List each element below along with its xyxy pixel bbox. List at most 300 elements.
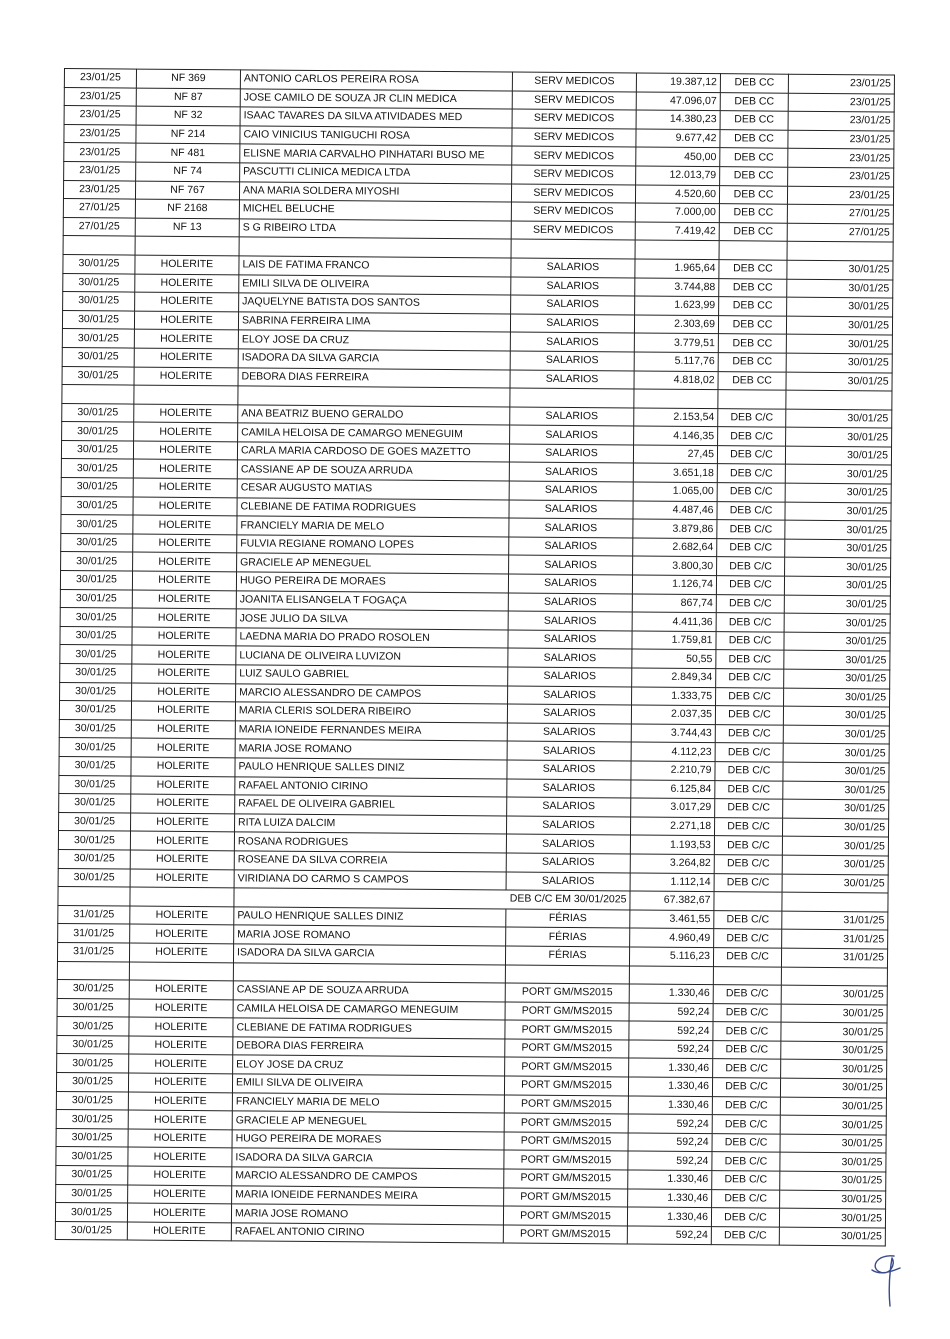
payment-type-cell: DEB C/C (716, 594, 784, 613)
date-cell: 30/01/25 (62, 422, 134, 441)
payee-cell: CAMILA HELOISA DE CAMARGO MENEGUIM (233, 1000, 505, 1021)
document-cell: HOLERITE (135, 255, 239, 274)
payment-type-cell: DEB C/C (718, 427, 786, 446)
date-cell: 30/01/25 (55, 1221, 127, 1240)
payee-cell: CAIO VINICIUS TANIGUCHI ROSA (240, 126, 512, 147)
payment-date-cell: 31/01/25 (782, 911, 888, 930)
date-cell: 23/01/25 (64, 69, 136, 88)
amount-cell: 1.112,14 (630, 873, 714, 892)
category-cell: SALARIOS (508, 648, 632, 668)
amount-cell: 592,24 (629, 1003, 713, 1022)
date-cell: 30/01/25 (60, 608, 132, 627)
amount-cell: 1.330,46 (628, 1189, 712, 1208)
category-cell: SALARIOS (509, 500, 633, 520)
amount-cell: 4.411,36 (632, 612, 716, 631)
payee-cell: ANTONIO CARLOS PEREIRA ROSA (240, 70, 512, 91)
payment-date-cell: 30/01/25 (786, 372, 892, 391)
category-cell: SALARIOS (506, 816, 630, 836)
amount-cell: 7.000,00 (635, 203, 719, 222)
payment-date-cell: 27/01/25 (787, 204, 893, 223)
payment-date-cell: 30/01/25 (781, 1004, 887, 1023)
document-cell: HOLERITE (128, 1185, 232, 1204)
category-cell: PORT GM/MS2015 (503, 1225, 627, 1245)
amount-cell: 1.330,46 (628, 1077, 712, 1096)
empty-cell (781, 967, 887, 986)
amount-cell: 7.419,42 (635, 222, 719, 241)
payment-date-cell: 30/01/25 (781, 1041, 887, 1060)
payment-type-cell: DEB C/C (713, 1059, 781, 1078)
payment-date-cell: 30/01/25 (779, 1227, 885, 1246)
date-cell: 31/01/25 (58, 924, 130, 943)
category-cell: PORT GM/MS2015 (505, 1002, 629, 1022)
payment-date-cell: 30/01/25 (783, 762, 889, 781)
date-cell: 30/01/25 (61, 459, 133, 478)
date-cell: 30/01/25 (56, 1184, 128, 1203)
amount-cell: 3.800,30 (633, 556, 717, 575)
payment-type-cell: DEB C/C (717, 520, 785, 539)
payment-date-cell: 27/01/25 (787, 223, 893, 242)
document-cell: HOLERITE (131, 794, 235, 813)
payment-date-cell: 30/01/25 (784, 651, 890, 670)
category-cell: SALARIOS (509, 444, 633, 464)
payee-cell: JOSE JULIO DA SILVA (236, 609, 508, 630)
payment-type-cell: DEB C/C (712, 1115, 780, 1134)
payee-cell: ANA MARIA SOLDERA MIYOSHI (239, 181, 511, 202)
payment-type-cell: DEB CC (719, 185, 787, 204)
date-cell: 30/01/25 (58, 831, 130, 850)
amount-cell: 867,74 (632, 594, 716, 613)
amount-cell: 592,24 (628, 1133, 712, 1152)
category-cell: PORT GM/MS2015 (504, 1132, 628, 1152)
category-cell: SALARIOS (509, 518, 633, 538)
date-cell: 23/01/25 (64, 106, 136, 125)
payment-type-cell: DEB C/C (713, 1003, 781, 1022)
empty-cell (786, 390, 892, 409)
payee-cell: CASSIANE AP DE SOUZA ARRUDA (233, 981, 505, 1002)
amount-cell: 4.960,49 (630, 928, 714, 947)
document-cell: HOLERITE (134, 367, 238, 386)
payee-cell: RAFAEL ANTONIO CIRINO (235, 776, 507, 797)
payee-cell: MARCIO ALESSANDRO DE CAMPOS (236, 683, 508, 704)
date-cell: 23/01/25 (64, 124, 136, 143)
amount-cell: 3.744,88 (635, 278, 719, 297)
payment-date-cell: 30/01/25 (780, 1097, 886, 1116)
payee-cell: LUIZ SAULO GABRIEL (236, 665, 508, 686)
date-cell: 23/01/25 (64, 143, 136, 162)
payment-type-cell: DEB C/C (716, 576, 784, 595)
payment-date-cell: 30/01/25 (784, 595, 890, 614)
category-cell: SALARIOS (511, 277, 635, 297)
date-cell: 30/01/25 (57, 1054, 129, 1073)
category-cell: SALARIOS (507, 741, 631, 761)
empty-cell (635, 240, 719, 259)
document-cell: HOLERITE (131, 813, 235, 832)
payee-cell: MICHEL BELUCHE (239, 200, 511, 221)
payee-cell: RAFAEL ANTONIO CIRINO (231, 1223, 503, 1244)
amount-cell: 6.125,84 (631, 780, 715, 799)
amount-cell: 5.117,76 (634, 352, 718, 371)
payment-date-cell: 30/01/25 (785, 558, 891, 577)
payment-type-cell: DEB C/C (715, 799, 783, 818)
payee-cell: CASSIANE AP DE SOUZA ARRUDA (237, 460, 509, 481)
category-cell: PORT GM/MS2015 (505, 1020, 629, 1040)
amount-cell: 14.380,23 (636, 110, 720, 129)
payment-date-cell: 30/01/25 (783, 725, 889, 744)
date-cell: 30/01/25 (60, 589, 132, 608)
payment-date-cell: 30/01/25 (785, 446, 891, 465)
document-cell: HOLERITE (128, 1147, 232, 1166)
amount-cell: 5.116,23 (629, 947, 713, 966)
empty-cell (511, 239, 635, 259)
empty-cell (233, 962, 505, 983)
category-cell: PORT GM/MS2015 (505, 983, 629, 1003)
empty-cell (629, 965, 713, 984)
payee-cell: CAMILA HELOISA DE CAMARGO MENEGUIM (238, 423, 510, 444)
amount-cell: 1.330,46 (628, 1170, 712, 1189)
date-cell: 30/01/25 (57, 1035, 129, 1054)
category-cell: PORT GM/MS2015 (504, 1188, 628, 1208)
category-cell: SALARIOS (508, 630, 632, 650)
document-cell: HOLERITE (134, 404, 238, 423)
empty-cell (505, 964, 629, 984)
category-cell: SALARIOS (508, 667, 632, 687)
document-cell: NF 767 (135, 181, 239, 200)
payment-type-cell: DEB C/C (715, 706, 783, 725)
payee-cell: LAIS DE FATIMA FRANCO (239, 256, 511, 277)
amount-cell: 2.210,79 (631, 761, 715, 780)
payment-date-cell: 30/01/25 (786, 427, 892, 446)
date-cell: 23/01/25 (64, 87, 136, 106)
category-cell: SALARIOS (511, 258, 635, 278)
amount-cell: 9.677,42 (636, 129, 720, 148)
category-cell: SERV MEDICOS (512, 128, 636, 148)
payment-type-cell: DEB CC (720, 92, 788, 111)
payee-cell: LAEDNA MARIA DO PRADO ROSOLEN (236, 628, 508, 649)
amount-cell: 3.264,82 (630, 854, 714, 873)
amount-cell: 1.126,74 (632, 575, 716, 594)
payee-cell: DEBORA DIAS FERREIRA (238, 367, 510, 388)
payee-cell: MARIA IONEIDE FERNANDES MEIRA (232, 1185, 504, 1206)
amount-cell: 450,00 (636, 147, 720, 166)
payment-date-cell: 30/01/25 (779, 1208, 885, 1227)
amount-cell: 3.461,55 (630, 910, 714, 929)
document-cell: HOLERITE (128, 1129, 232, 1148)
date-cell: 30/01/25 (59, 719, 131, 738)
payment-type-cell: DEB C/C (711, 1226, 779, 1245)
document-cell: HOLERITE (133, 460, 237, 479)
date-cell: 30/01/25 (58, 849, 130, 868)
empty-cell (782, 892, 888, 911)
amount-cell: 1.759,81 (632, 631, 716, 650)
document-cell: HOLERITE (132, 627, 236, 646)
date-cell: 30/01/25 (56, 1110, 128, 1129)
amount-cell: 2.682,64 (633, 538, 717, 557)
payee-cell: S G RIBEIRO LTDA (239, 219, 511, 240)
payment-type-cell: DEB C/C (716, 650, 784, 669)
category-cell: SERV MEDICOS (511, 221, 635, 241)
payee-cell: ROSEANE DA SILVA CORREIA (234, 851, 506, 872)
payment-type-cell: DEB CC (718, 334, 786, 353)
amount-cell: 2.849,34 (632, 668, 716, 687)
payee-cell: PAULO HENRIQUE SALLES DINIZ (235, 758, 507, 779)
empty-cell (510, 388, 634, 408)
payment-date-cell: 30/01/25 (781, 1060, 887, 1079)
document-cell: HOLERITE (128, 1110, 232, 1129)
empty-cell (57, 961, 129, 980)
date-cell: 30/01/25 (61, 515, 133, 534)
document-cell: NF 74 (136, 162, 240, 181)
amount-cell: 1.193,53 (630, 835, 714, 854)
category-cell: PORT GM/MS2015 (505, 1057, 629, 1077)
document-cell: NF 13 (135, 218, 239, 237)
date-cell: 30/01/25 (62, 403, 134, 422)
payment-type-cell: DEB C/C (714, 855, 782, 874)
payment-type-cell: DEB C/C (715, 780, 783, 799)
empty-cell (714, 892, 782, 911)
category-cell: SALARIOS (507, 723, 631, 743)
payment-date-cell: 30/01/25 (780, 1134, 886, 1153)
category-cell: SALARIOS (508, 611, 632, 631)
amount-cell: 3.744,43 (631, 724, 715, 743)
payment-type-cell: DEB C/C (716, 669, 784, 688)
payee-cell: JOSE CAMILO DE SOUZA JR CLIN MEDICA (240, 88, 512, 109)
document-cell: HOLERITE (133, 534, 237, 553)
payment-date-cell: 30/01/25 (781, 1022, 887, 1041)
payee-cell: RITA LUIZA DALCIM (235, 814, 507, 835)
payee-cell: MARIA CLERIS SOLDERA RIBEIRO (235, 702, 507, 723)
payment-date-cell: 30/01/25 (786, 316, 892, 335)
date-cell: 30/01/25 (60, 682, 132, 701)
payments-table-body (55, 69, 894, 1247)
payee-cell: ROSANA RODRIGUES (234, 832, 506, 853)
payment-type-cell: DEB C/C (712, 1171, 780, 1190)
payments-table (55, 68, 895, 1247)
payee-cell: CLEBIANE DE FATIMA RODRIGUES (237, 498, 509, 519)
payee-cell: VIRIDIANA DO CARMO S CAMPOS (234, 869, 506, 890)
category-cell: SERV MEDICOS (511, 202, 635, 222)
document-cell: HOLERITE (132, 664, 236, 683)
payment-date-cell: 30/01/25 (782, 855, 888, 874)
payment-date-cell: 23/01/25 (788, 93, 894, 112)
payment-type-cell: DEB CC (720, 148, 788, 167)
category-cell: PORT GM/MS2015 (504, 1150, 628, 1170)
ledger-sheet (55, 68, 894, 1247)
amount-cell: 3.779,51 (634, 333, 718, 352)
date-cell: 23/01/25 (64, 161, 136, 180)
payment-type-cell: DEB C/C (714, 873, 782, 892)
payment-date-cell: 23/01/25 (788, 130, 894, 149)
payment-type-cell: DEB CC (719, 260, 787, 279)
payee-cell: DEBORA DIAS FERREIRA (233, 1037, 505, 1058)
payment-type-cell: DEB C/C (713, 985, 781, 1004)
payment-type-cell: DEB C/C (712, 1189, 780, 1208)
date-cell: 30/01/25 (62, 366, 134, 385)
document-cell: HOLERITE (130, 869, 234, 888)
date-cell: 30/01/25 (61, 552, 133, 571)
payment-date-cell: 23/01/25 (788, 74, 894, 93)
payee-cell: GRACIELE AP MENEGUEL (237, 553, 509, 574)
payment-type-cell: DEB C/C (713, 1041, 781, 1060)
payee-cell: RAFAEL DE OLIVEIRA GABRIEL (235, 795, 507, 816)
payment-type-cell: DEB C/C (714, 817, 782, 836)
document-cell: NF 32 (136, 106, 240, 125)
document-cell: HOLERITE (131, 738, 235, 757)
category-cell: PORT GM/MS2015 (504, 1095, 628, 1115)
category-cell: SERV MEDICOS (512, 165, 636, 185)
date-cell: 30/01/25 (55, 1203, 127, 1222)
document-cell: HOLERITE (133, 552, 237, 571)
category-cell: SERV MEDICOS (512, 109, 636, 129)
category-cell: SALARIOS (510, 370, 634, 390)
document-cell: HOLERITE (129, 1055, 233, 1074)
payment-date-cell: 30/01/25 (783, 706, 889, 725)
category-cell: SALARIOS (510, 407, 634, 427)
payment-date-cell: 23/01/25 (788, 149, 894, 168)
payee-cell: FULVIA REGIANE ROMANO LOPES (237, 535, 509, 556)
payee-cell: ELOY JOSE DA CRUZ (233, 1055, 505, 1076)
payment-date-cell: 30/01/25 (783, 799, 889, 818)
document-cell: HOLERITE (131, 701, 235, 720)
amount-cell: 592,24 (627, 1226, 711, 1245)
payee-cell: MARIA JOSE ROMANO (235, 739, 507, 760)
payee-cell: FRANCIELY MARIA DE MELO (237, 516, 509, 537)
amount-cell: 47.096,07 (636, 92, 720, 111)
payment-type-cell: DEB CC (720, 111, 788, 130)
payment-type-cell: DEB CC (718, 315, 786, 334)
payment-date-cell: 23/01/25 (788, 167, 894, 186)
empty-cell (239, 237, 511, 258)
category-cell: SALARIOS (510, 314, 634, 334)
payee-cell: MARIA JOSE ROMANO (234, 925, 506, 946)
payment-type-cell: DEB C/C (717, 557, 785, 576)
payment-type-cell: DEB C/C (714, 929, 782, 948)
payee-cell: FRANCIELY MARIA DE MELO (232, 1093, 504, 1114)
empty-cell (129, 962, 233, 981)
document-cell: HOLERITE (131, 720, 235, 739)
amount-cell: 1.330,46 (628, 1096, 712, 1115)
payment-type-cell: DEB C/C (717, 501, 785, 520)
payee-cell: ISAAC TAVARES DA SILVA ATIVIDADES MED (240, 107, 512, 128)
amount-cell: 3.879,86 (633, 519, 717, 538)
amount-cell: 1.065,00 (633, 482, 717, 501)
payment-date-cell: 30/01/25 (786, 334, 892, 353)
date-cell: 30/01/25 (63, 273, 135, 292)
payment-date-cell: 30/01/25 (783, 744, 889, 763)
subtotal-value: 67.382,67 (630, 891, 714, 910)
payment-date-cell: 30/01/25 (782, 837, 888, 856)
payment-date-cell: 23/01/25 (787, 186, 893, 205)
document-cell: HOLERITE (134, 311, 238, 330)
category-cell: SALARIOS (509, 537, 633, 557)
category-cell: SALARIOS (506, 853, 630, 873)
payee-cell: EMILI SILVA DE OLIVEIRA (232, 1074, 504, 1095)
amount-cell: 3.651,18 (633, 463, 717, 482)
date-cell: 30/01/25 (59, 756, 131, 775)
payee-cell: JOANITA ELISANGELA T FOGAÇA (236, 590, 508, 611)
date-cell: 30/01/25 (60, 663, 132, 682)
payment-type-cell: DEB C/C (713, 948, 781, 967)
payment-date-cell: 30/01/25 (784, 669, 890, 688)
payee-cell: PAULO HENRIQUE SALLES DINIZ (234, 907, 506, 928)
date-cell: 30/01/25 (63, 292, 135, 311)
document-cell: HOLERITE (131, 757, 235, 776)
date-cell: 30/01/25 (60, 645, 132, 664)
amount-cell: 2.037,35 (631, 705, 715, 724)
payment-date-cell: 30/01/25 (787, 279, 893, 298)
empty-cell (135, 236, 239, 255)
payment-type-cell: DEB C/C (712, 1152, 780, 1171)
payment-date-cell: 30/01/25 (784, 688, 890, 707)
category-cell: SERV MEDICOS (511, 184, 635, 204)
date-cell: 30/01/25 (57, 1017, 129, 1036)
payment-type-cell: DEB C/C (718, 408, 786, 427)
category-cell: SALARIOS (507, 797, 631, 817)
date-cell: 30/01/25 (62, 329, 134, 348)
date-cell: 31/01/25 (58, 905, 130, 924)
category-cell: FÉRIAS (506, 909, 630, 929)
payment-date-cell: 30/01/25 (780, 1115, 886, 1134)
document-cell: NF 214 (136, 125, 240, 144)
payee-cell: MARIA JOSE ROMANO (231, 1204, 503, 1225)
payment-date-cell: 30/01/25 (783, 781, 889, 800)
payment-date-cell: 30/01/25 (782, 874, 888, 893)
category-cell: PORT GM/MS2015 (504, 1076, 628, 1096)
payee-cell: ISADORA DA SILVA GARCIA (233, 944, 505, 965)
date-cell: 30/01/25 (59, 812, 131, 831)
payee-cell: ELOY JOSE DA CRUZ (238, 330, 510, 351)
document-cell: HOLERITE (132, 608, 236, 627)
payment-type-cell: DEB C/C (715, 724, 783, 743)
payment-type-cell: DEB C/C (715, 743, 783, 762)
amount-cell: 4.818,02 (634, 370, 718, 389)
payment-type-cell: DEB CC (720, 167, 788, 186)
payment-date-cell: 31/01/25 (782, 929, 888, 948)
payment-date-cell: 30/01/25 (781, 985, 887, 1004)
document-cell: HOLERITE (129, 1036, 233, 1055)
date-cell: 30/01/25 (61, 496, 133, 515)
date-cell: 30/01/25 (63, 254, 135, 273)
amount-cell: 1.333,75 (632, 687, 716, 706)
document-cell: HOLERITE (129, 999, 233, 1018)
payment-type-cell: DEB C/C (713, 1022, 781, 1041)
category-cell: SALARIOS (507, 779, 631, 799)
category-cell: SERV MEDICOS (512, 91, 636, 111)
document-cell: HOLERITE (128, 1092, 232, 1111)
amount-cell: 592,24 (629, 1040, 713, 1059)
category-cell: SALARIOS (508, 574, 632, 594)
payment-date-cell: 30/01/25 (787, 297, 893, 316)
category-cell: PORT GM/MS2015 (505, 1039, 629, 1059)
amount-cell: 4.520,60 (635, 185, 719, 204)
payee-cell: EMILI SILVA DE OLIVEIRA (239, 274, 511, 295)
document-cell: HOLERITE (134, 422, 238, 441)
amount-cell: 2.271,18 (630, 817, 714, 836)
document-cell: HOLERITE (129, 1017, 233, 1036)
category-cell: SALARIOS (508, 593, 632, 613)
document-cell: HOLERITE (130, 850, 234, 869)
amount-cell: 592,24 (628, 1151, 712, 1170)
amount-cell: 4.487,46 (633, 501, 717, 520)
payee-cell: HUGO PEREIRA DE MORAES (232, 1130, 504, 1151)
payment-date-cell: 30/01/25 (780, 1171, 886, 1190)
payment-type-cell: DEB C/C (717, 464, 785, 483)
document-cell: HOLERITE (130, 831, 234, 850)
document-cell: HOLERITE (135, 274, 239, 293)
payee-cell: MARIA IONEIDE FERNANDES MEIRA (235, 721, 507, 742)
category-cell: PORT GM/MS2015 (503, 1206, 627, 1226)
subtotal-label: DEB C/C EM 30/01/2025 (234, 888, 630, 910)
payee-cell: CESAR AUGUSTO MATIAS (237, 479, 509, 500)
